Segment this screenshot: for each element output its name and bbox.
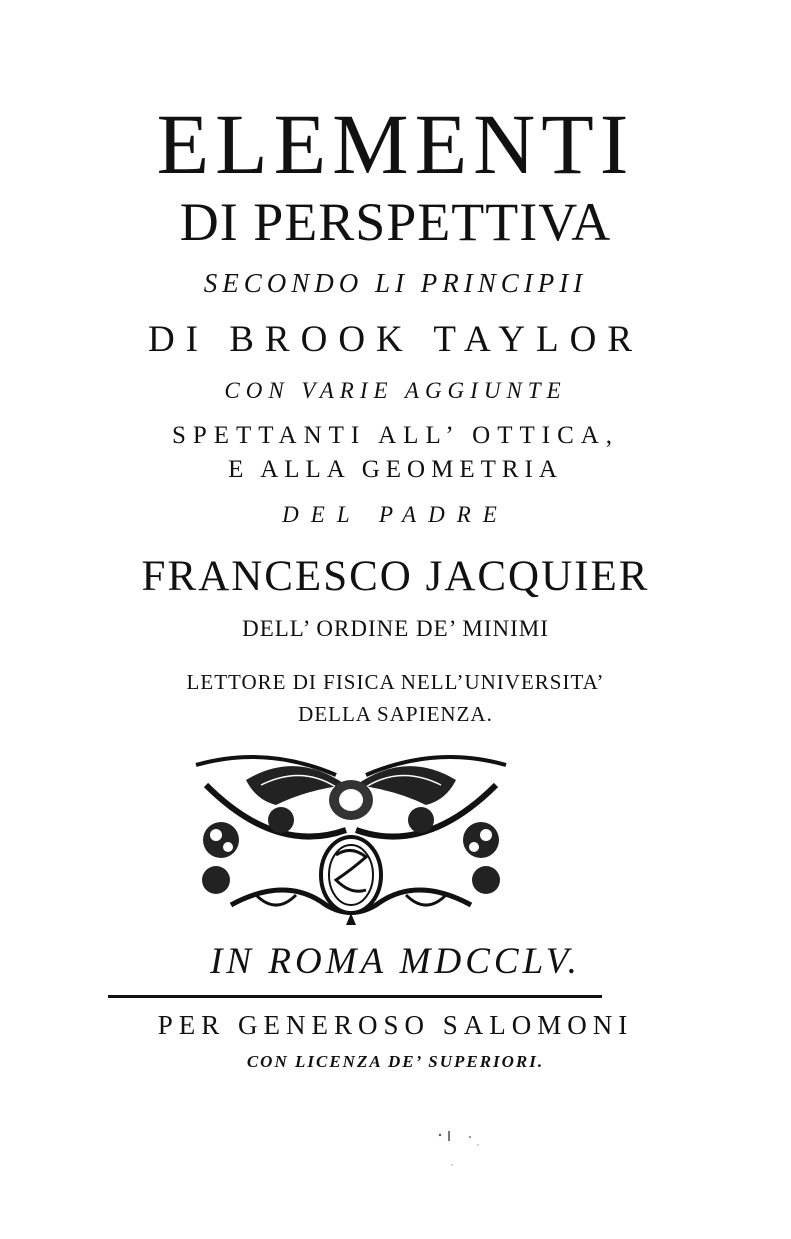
ornamental-vignette-icon — [186, 745, 516, 930]
license-line: CON LICENZA DE’ SUPERIORI. — [246, 1052, 545, 1071]
secondo-line: SECONDO LI PRINCIPII — [203, 268, 588, 298]
sapienza-line: DELLA SAPIENZA. — [298, 702, 493, 726]
order-line: DELL’ ORDINE DE’ MINIMI — [242, 616, 549, 641]
paper-specks-icon — [430, 1125, 510, 1185]
ottica-line: SPETTANTI ALL’ OTTICA, — [171, 422, 620, 449]
author-jacquier: FRANCESCO JACQUIER — [141, 553, 650, 600]
aggiunte-line: CON VARIE AGGIUNTE — [224, 378, 567, 403]
imprint-place-date: IN ROMA MDCCLV. — [210, 941, 581, 982]
padre-line: DEL PADRE — [282, 502, 509, 527]
lettore-line: LETTORE DI FISICA NELL’UNIVERSITA’ — [186, 670, 605, 694]
printer-line: PER GENEROSO SALOMONI — [157, 1010, 634, 1040]
book-subtitle: DI PERSPETTIVA — [179, 192, 612, 252]
imprint-rule — [108, 995, 602, 998]
book-title: ELEMENTI — [156, 96, 635, 192]
author-taylor: DI BROOK TAYLOR — [147, 319, 644, 360]
geometria-line: E ALLA GEOMETRIA — [228, 456, 563, 483]
